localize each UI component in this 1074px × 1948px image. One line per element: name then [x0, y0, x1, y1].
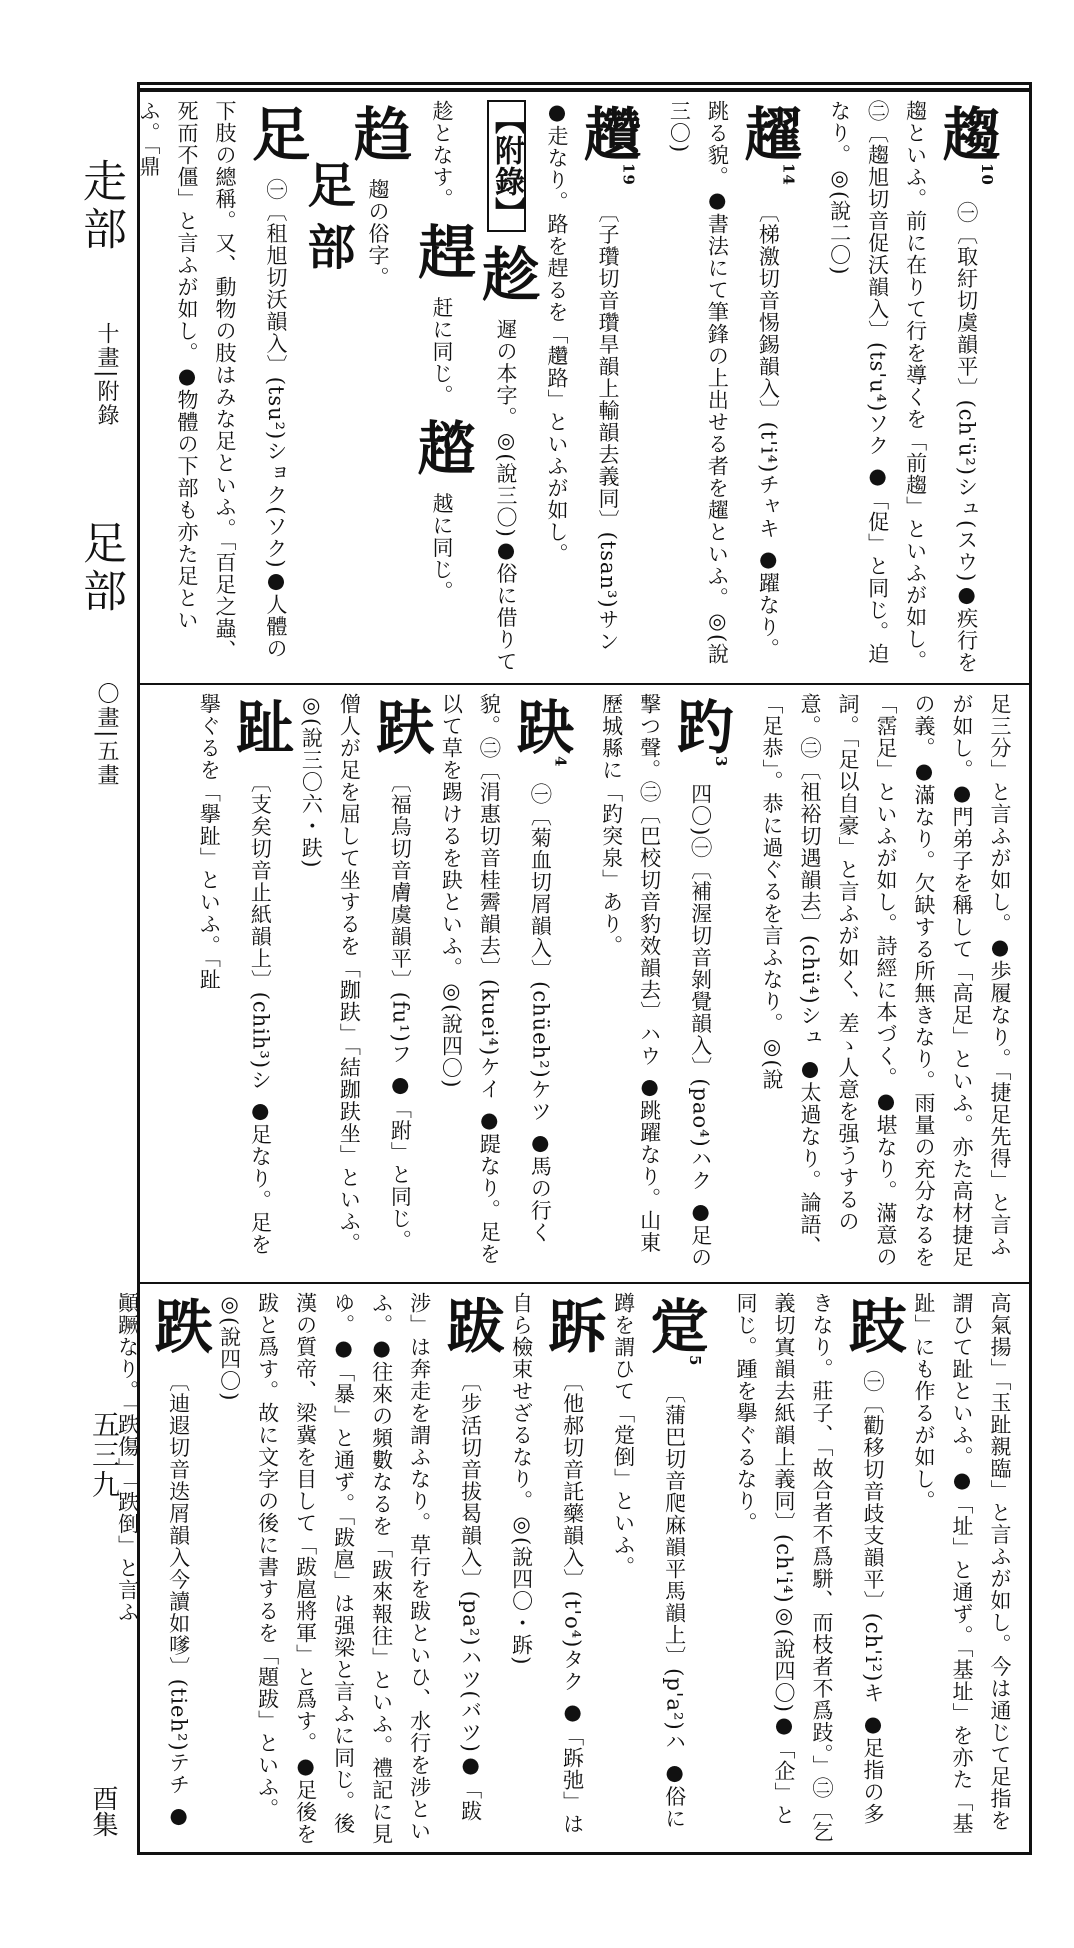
running-head-strokes-top: 十畫|附錄: [94, 322, 119, 428]
entry-text: 〔梯激切音惕錫韻入〕(t'i⁴)チャキ ●躍なり。跳る貌。●書法にて筆鋒の上出せる者を趯といふ。◎(說三〇): [667, 100, 781, 666]
continuation-text: 足三分」と言ふが如し。●歩履なり。「捷足先得」と言ふが如し。●門弟子を稱して「高足」といふ。亦た高材捷足の義。●滿なり。欠缺する所無きなり。雨量の充分なるを「霑足」といふが如し。詩經に本づく。●堪なり。滿意の詞。「足以自豪」と言ふが如く、差ゝ人意を强うするの意。㊁〔祖裕切遇韻去〕(chü⁴)シュ ●太過なり。論語、「足恭」。恭に過ぐるを言ふなり。◎(說: [760, 693, 1012, 1268]
top-section-text: [137, 100, 1019, 674]
entry-qi: [727, 1292, 905, 1846]
headword: 趯$^{14}$: [734, 104, 803, 186]
headword: 趵$^3$: [666, 697, 735, 768]
headword: 趦: [408, 418, 477, 478]
entry-jue: [432, 693, 592, 1272]
entry-text: 〔蒲巴切音爬麻韻平馬韻上〕(p'a²)ハ ●俗に蹲を謂ひて「䟫倒」といふ。: [611, 1292, 687, 1830]
headword: 趕: [408, 221, 477, 281]
headword: 趨$^{10}$: [932, 104, 1001, 186]
entry-zu: [130, 100, 311, 674]
headword: 趾: [226, 697, 295, 756]
entry-text: 〔步活切音拔曷韻入〕(pa²)ハツ(バツ)●「跋涉」は奔走を謂ふなり。草行を跋といひ、水行を涉といふ。●往來の頻數なるを「跋來報往」といふ。禮記に見ゆ。●「暴」と通ず。「跋扈」は强梁と言ふに同じ。後漢の質帝、梁冀を目して「跋扈將軍」と爲す。●足後を跋と爲す。故に文字の後に書するを「題跋」といふ。◎(說四〇): [217, 1292, 483, 1845]
entry-text: ㊀〔租旭切沃韻入〕(tsu²)ショク(ソク)●人體の下肢の總稱。又、動物の肢はみな足といふ。「百足之蟲、死而不僵」と言ふが如し。●物體の下部も亦た足といふ。「鼎: [137, 100, 289, 662]
entry-text: 越に同じ。: [430, 492, 455, 603]
entry-text: 〔支矣切音止紙韻上〕(chih³)シ ●足なり。足を擧ぐるを「擧趾」といふ。「趾: [197, 693, 273, 1256]
entry-text: 〔福烏切音膚虞韻平〕(fu¹)フ ●「跗」と同じ。僧人が足を屈して坐するを「跏趺」「結跏趺坐」といふ。◎(說三〇六・趺): [299, 693, 413, 1255]
entry-text: 趨の俗字。: [366, 178, 391, 289]
entry-text: ㊀〔勸移切音歧支韻平〕(ch'i²)キ ●足指の多きなり。莊子、「故合者不爲駢、而枝者不爲跂。」㊁〔乞義切寘韻去紙韻上義同〕(ch'i⁴)◎(說四〇)●「企」と同じ。踵を擧ぐるなり。: [734, 1292, 885, 1843]
radical-heading-foot: 足部: [299, 160, 356, 284]
entry-die: [109, 1292, 211, 1846]
headword: 跅: [538, 1296, 607, 1355]
entry-ba: [211, 1292, 503, 1846]
radical-section-heading: [299, 100, 356, 674]
continuation-text: 高氣揚」「玉趾親臨」と言ふが如し。今は通じて足指を謂ひて趾といふ。●「址」と通ず。「基址」を亦た「基趾」にも作るが如し。: [912, 1292, 1012, 1835]
appendix-block: [344, 100, 541, 674]
entry-text: 遲の本字。◎(說三〇)●俗に借りて趁となす。: [430, 100, 519, 673]
entry-pa: [605, 1292, 727, 1846]
entry-ti: [660, 100, 820, 674]
appendix-label: 【附錄】: [487, 100, 526, 232]
headword: 跋: [436, 1296, 505, 1355]
middle-section-text: [150, 693, 1019, 1272]
entry-text: ㊀〔菊血切屑韻入〕(chüeh²)ケツ ●馬の行く貌。㊁〔涓惠切音桂霽韻去〕(kuei⁴)ケイ ●踶なり。足を以て草を踢けるを趹といふ。◎(說四〇): [439, 693, 553, 1265]
entry-text: ㊀〔取紆切虞韻平〕(ch'ü²)シュ(スウ)●疾行を趨といふ。前に在りて行を導くを「前趨」といふが如し。㊁〔趨旭切音促沃韻入〕(ts'u⁴)ソク ●「促」と同じ。迫なり。◎(說二〇): [827, 100, 979, 674]
running-head-radical-top: 走部: [75, 158, 126, 254]
page-number: 五三九: [88, 1410, 121, 1500]
entry-text: 〔迪遐切音迭屑韻入今讀如嗲〕(tieh²)テチ ●顚蹶なり。「跌傷」「跌倒」と言ふ: [115, 1292, 191, 1829]
headword: 趹$^4$: [506, 697, 575, 768]
volume-label: 酉集: [88, 1785, 118, 1837]
entry-bao: [593, 693, 753, 1272]
headword: 足: [242, 104, 311, 163]
headword: 䟫$^5$: [640, 1296, 709, 1367]
headword: 趋: [344, 104, 413, 163]
middle-section: [140, 685, 1029, 1280]
headword: 趁: [472, 243, 541, 303]
entry-zan: [538, 100, 660, 674]
headword: 趺: [366, 697, 435, 756]
entry-text: 〔他郝切音託藥韻入〕(t'o⁴)タク ●「跅弛」は自ら檢束せざるなり。◎(說四〇・跅): [509, 1292, 585, 1836]
bottom-section: [115, 1284, 1029, 1854]
entry-zhi: [190, 693, 295, 1272]
entry-qu: [821, 100, 1019, 674]
entry-text: 〔子瓚切音瓚旱韻上輸韻去義同〕(tsan³)サン ●走なり。路を趕るを「趲路」といふが如し。: [545, 100, 621, 653]
headword: 跂: [839, 1296, 907, 1355]
running-head-radical-bottom: 足部: [75, 520, 126, 616]
entry-tuo: [503, 1292, 605, 1846]
bottom-section-text: [115, 1292, 1019, 1846]
entry-text: 赶に同じ。: [430, 296, 455, 407]
entry-text: 四〇)㊀〔補渥切音剝覺韻入〕(pao⁴)ハク ●足の撃つ聲。㊁〔巴校切音豹效韻去〕ハウ ●跳躍なり。山東歷城縣に「趵突泉」あり。: [599, 693, 713, 1269]
entry-fu: [292, 693, 435, 1272]
headword: 跌: [144, 1296, 213, 1355]
headword: 趲$^{19}$: [574, 104, 643, 186]
running-head-strokes-bottom: 〇畫|五畫: [94, 682, 119, 788]
top-section: [137, 92, 1029, 682]
